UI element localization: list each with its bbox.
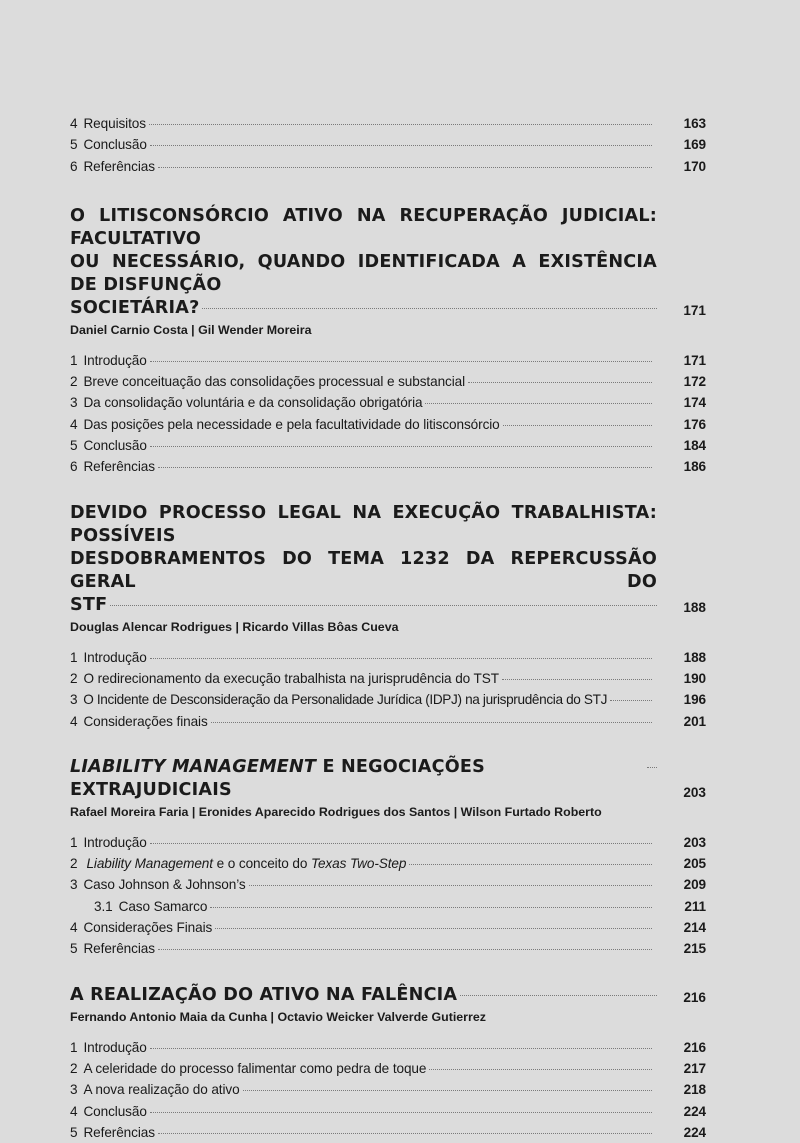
chapter-liability-management <box>70 756 706 960</box>
toc-entry[interactable] <box>70 392 706 413</box>
leader-dots <box>211 722 652 723</box>
entry-page: 163 <box>683 116 706 131</box>
entry-number: 6 <box>70 158 78 174</box>
leader-dots <box>150 658 652 659</box>
chapter-litisconsorcio <box>70 205 706 478</box>
chapter-title[interactable] <box>70 984 706 1007</box>
chapter-page: 171 <box>683 302 706 318</box>
toc-entry[interactable] <box>70 832 706 853</box>
toc-top-section <box>70 113 706 177</box>
entry-number: 4 <box>70 713 78 729</box>
entry-title: Breve conceituação das consolidações processual e substancial <box>83 374 466 390</box>
leader-dots <box>150 1048 652 1049</box>
entry-page: 176 <box>683 416 706 432</box>
chapter-title-line: SOCIETÁRIA? <box>70 297 200 318</box>
leader-dots <box>110 605 657 606</box>
entry-title: Considerações Finais <box>83 920 213 936</box>
leader-dots <box>647 767 657 768</box>
entry-page: 184 <box>683 438 706 454</box>
entry-number: 5 <box>70 438 78 454</box>
entry-number: 4 <box>70 920 78 936</box>
leader-dots <box>150 1112 652 1113</box>
leader-dots <box>210 907 652 908</box>
toc-entry[interactable] <box>70 711 706 732</box>
entry-number: 2 <box>70 1060 78 1076</box>
chapter-title[interactable] <box>70 756 706 802</box>
chapter-devido-processo <box>70 502 706 732</box>
toc-entry[interactable] <box>70 156 706 177</box>
leader-dots <box>460 995 657 996</box>
toc-entry[interactable] <box>70 689 706 710</box>
entry-number: 4 <box>70 416 78 432</box>
entry-title: O redirecionamento da execução trabalhista na jurisprudência do TST <box>83 670 499 686</box>
entry-page: 215 <box>683 941 706 957</box>
chapter-page: 188 <box>683 599 706 615</box>
chapter-title-line: DEVIDO PROCESSO LEGAL NA EXECUÇÃO TRABALHISTA: POSSÍVEIS <box>70 502 657 546</box>
entry-title: Conclusão <box>83 438 147 454</box>
entry-page: 217 <box>683 1060 706 1076</box>
entry-page: 218 <box>683 1082 706 1098</box>
entry-number: 1 <box>70 352 78 368</box>
entry-title: e o conceito do <box>212 856 311 872</box>
entry-page: 172 <box>683 374 706 390</box>
entry-title: Introdução <box>83 1039 147 1055</box>
chapter-title[interactable] <box>70 205 706 320</box>
entry-number: 2 <box>70 856 78 872</box>
toc-entry[interactable] <box>70 113 706 134</box>
leader-dots <box>468 382 652 383</box>
leader-dots <box>502 679 652 680</box>
entry-title: A celeridade do processo falimentar como pedra de toque <box>83 1060 427 1076</box>
chapter-authors: Daniel Carnio Costa | Gil Wender Moreira <box>70 322 312 337</box>
entry-number: 4 <box>70 1103 78 1119</box>
entry-page: 214 <box>683 920 706 936</box>
entry-title: Caso Johnson & Johnson’s <box>83 877 246 893</box>
leader-dots <box>610 700 652 701</box>
toc-entry[interactable] <box>70 1079 706 1100</box>
entry-page: 201 <box>683 713 706 729</box>
entry-number: 3 <box>70 692 78 708</box>
entry-page: 216 <box>683 1039 706 1055</box>
entry-title: Introdução <box>83 649 147 665</box>
entry-number: 5 <box>70 941 78 957</box>
leader-dots <box>249 885 652 886</box>
entry-title: Caso Samarco <box>118 898 208 914</box>
entry-number: 1 <box>70 1039 78 1055</box>
entry-number: 3.1 <box>94 898 113 914</box>
toc-entry[interactable] <box>70 668 706 689</box>
leader-dots <box>150 145 652 146</box>
toc-entry[interactable] <box>70 1122 706 1143</box>
chapter-page: 216 <box>683 989 706 1005</box>
entry-number: 6 <box>70 459 78 475</box>
chapter-title-line: STF <box>70 594 108 615</box>
entry-number: 1 <box>70 649 78 665</box>
chapter-authors: Fernando Antonio Maia da Cunha | Octavio Weicker Valverde Gutierrez <box>70 1009 486 1024</box>
toc-entry[interactable] <box>70 938 706 959</box>
toc-entry[interactable] <box>70 1101 706 1122</box>
entry-title: Da consolidação voluntária e da consolidação obrigatória <box>83 395 423 411</box>
entry-title: Referências <box>83 459 155 475</box>
leader-dots <box>202 308 657 309</box>
entry-title: Requisitos <box>83 116 146 131</box>
chapter-page: 203 <box>683 784 706 800</box>
entry-title: Das posições pela necessidade e pela facultatividade do litisconsórcio <box>83 416 500 432</box>
entry-page: 224 <box>683 1103 706 1119</box>
chapter-title-line: OU NECESSÁRIO, QUANDO IDENTIFICADA A EXISTÊNCIA DE DISFUNÇÃO <box>70 251 657 295</box>
entry-title: Referências <box>83 1124 155 1140</box>
leader-dots <box>150 843 652 844</box>
entry-title: Introdução <box>83 352 147 368</box>
toc-entry[interactable] <box>70 917 706 938</box>
leader-dots <box>425 403 652 404</box>
entry-page: 190 <box>683 670 706 686</box>
leader-dots <box>409 864 652 865</box>
chapter-title-line: O LITISCONSÓRCIO ATIVO NA RECUPERAÇÃO JUDICIAL: FACULTATIVO <box>70 205 657 249</box>
chapter-title-line: E NEGOCIAÇÕES EXTRAJUDICIAIS <box>70 756 485 800</box>
chapter-authors: Douglas Alencar Rodrigues | Ricardo Villas Bôas Cueva <box>70 619 399 634</box>
toc-entry[interactable] <box>70 350 706 371</box>
leader-dots <box>149 124 652 125</box>
toc-entry[interactable] <box>70 456 706 477</box>
chapter-title-italic: LIABILITY MANAGEMENT <box>70 756 317 777</box>
entry-page: 188 <box>683 649 706 665</box>
entry-title: Referências <box>83 158 155 174</box>
entry-title: Introdução <box>83 834 147 850</box>
entry-number: 4 <box>70 116 78 131</box>
entry-number: 3 <box>70 395 78 411</box>
entry-title: O Incidente de Desconsideração da Personalidade Jurídica (IDPJ) na jurisprudência do STJ <box>83 692 608 708</box>
toc-entry[interactable] <box>70 414 706 435</box>
entry-page: 203 <box>683 834 706 850</box>
chapter-authors: Rafael Moreira Faria | Eronides Aparecido Rodrigues dos Santos | Wilson Furtado Roberto <box>70 804 602 819</box>
entry-title-italic: Texas Two-Step <box>311 856 407 872</box>
leader-dots <box>150 361 652 362</box>
entry-page: 205 <box>683 856 706 872</box>
leader-dots <box>215 928 652 929</box>
entry-title-italic: Liability Management <box>86 856 213 872</box>
toc-entry[interactable] <box>70 874 706 895</box>
toc-entry[interactable] <box>70 853 706 874</box>
entry-number: 5 <box>70 137 78 153</box>
entry-page: 171 <box>683 352 706 368</box>
toc-subentry[interactable] <box>70 896 706 917</box>
entry-number: 2 <box>70 374 78 390</box>
toc-entry[interactable] <box>70 435 706 456</box>
entry-page: 224 <box>683 1124 706 1140</box>
leader-dots <box>158 1133 652 1134</box>
toc-entry[interactable] <box>70 371 706 392</box>
entry-title: Considerações finais <box>83 713 208 729</box>
toc-entry[interactable] <box>70 1037 706 1058</box>
leader-dots <box>158 467 652 468</box>
entry-number: 3 <box>70 877 78 893</box>
chapter-title-line: A REALIZAÇÃO DO ATIVO NA FALÊNCIA <box>70 984 458 1005</box>
entry-page: 196 <box>683 692 706 708</box>
leader-dots <box>150 446 652 447</box>
leader-dots <box>243 1090 652 1091</box>
entry-title: Conclusão <box>83 1103 147 1119</box>
leader-dots <box>158 167 652 168</box>
entry-number: 3 <box>70 1082 78 1098</box>
entry-number: 1 <box>70 834 78 850</box>
entry-page: 186 <box>683 459 706 475</box>
entry-page: 211 <box>684 898 706 914</box>
entry-page: 169 <box>683 137 706 153</box>
toc-entry[interactable] <box>70 134 706 155</box>
leader-dots <box>158 949 652 950</box>
toc-entry[interactable] <box>70 1058 706 1079</box>
entry-number: 2 <box>70 670 78 686</box>
entry-title: Conclusão <box>83 137 147 153</box>
chapter-title-line: DESDOBRAMENTOS DO TEMA 1232 DA REPERCUSSÃO GERAL DO <box>70 548 657 592</box>
leader-dots <box>503 425 652 426</box>
leader-dots <box>429 1069 652 1070</box>
table-of-contents <box>70 113 706 1143</box>
entry-page: 174 <box>683 395 706 411</box>
entry-page: 170 <box>683 158 706 174</box>
entry-title: Referências <box>83 941 155 957</box>
toc-entry[interactable] <box>70 647 706 668</box>
entry-page: 209 <box>683 877 706 893</box>
entry-title: A nova realização do ativo <box>83 1082 240 1098</box>
chapter-title[interactable] <box>70 502 706 617</box>
entry-number: 5 <box>70 1124 78 1140</box>
chapter-realizacao-ativo <box>70 984 706 1143</box>
